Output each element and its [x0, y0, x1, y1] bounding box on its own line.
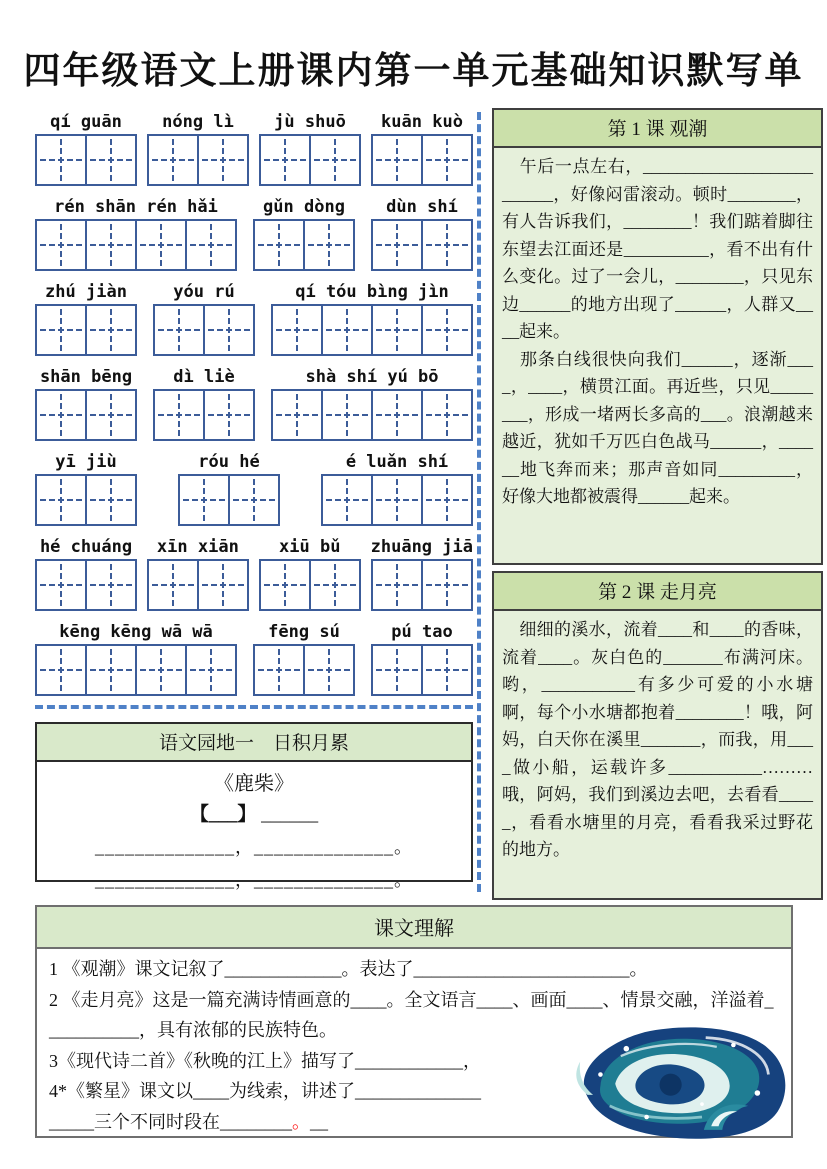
red-period-mark: 。 [292, 1111, 310, 1132]
writing-cell [303, 219, 355, 271]
pinyin-label: dùn shí [386, 197, 458, 217]
writing-cell [35, 559, 87, 611]
writing-cell [197, 134, 249, 186]
lesson1-paragraph-1: 午后一点左右，__________________________，好像闷雷滚动。顿时________，有人告诉我们，________！我们踮着脚往东望去江面还是__________，看不出有什么变化。过了一会儿，________，只见东边______的地方出现了______，人群又____起来。 [502, 157, 813, 341]
pinyin-row [35, 365, 473, 441]
poem-line-2: ______________，______________。 [95, 870, 413, 890]
comprehension-item-2: 2 《走月亮》这是一篇充满诗情画意的____。全文语言____、画面____、情景交融，洋溢着___________，具有浓郁的民族特色。 [49, 989, 774, 1040]
writing-cell [185, 644, 237, 696]
pinyin-label: qí tóu bìng jìn [295, 282, 449, 302]
writing-cell [85, 219, 137, 271]
writing-cell [321, 389, 373, 441]
pinyin-word-group [259, 110, 361, 186]
author-name-blank: ______ [261, 804, 319, 825]
pinyin-word-group [35, 110, 137, 186]
writing-grid [371, 219, 473, 271]
comprehension-item-1: 1 《观潮》课文记叙了_____________。表达了________________________。 [49, 959, 648, 979]
pinyin-label: xīn xiān [156, 537, 239, 557]
writing-cell [185, 219, 237, 271]
lesson2-paragraph-1: 细细的溪水，流着____和____的香味，流着____。灰白色的_______布满河床。哟，___________有多少可爱的小水塘啊，每个小水塘都抱着________！哦，阿妈，白天你在溪里_______，而我，用____做小船，运载许多___________………哦，阿妈，我们到溪边去吧，去看看_____，看看水塘里的月亮，看看我采过野花的地方。 [502, 620, 813, 859]
writing-grid [271, 304, 473, 356]
item4-line2-tail: __ [310, 1111, 328, 1132]
writing-grid [178, 474, 280, 526]
writing-grid [371, 644, 473, 696]
pinyin-row [35, 110, 473, 186]
writing-cell [309, 134, 361, 186]
writing-cell [309, 559, 361, 611]
writing-cell [421, 644, 473, 696]
pinyin-word-group [35, 280, 137, 356]
pinyin-section [35, 110, 473, 890]
pinyin-label: shān bēng [39, 367, 133, 387]
writing-cell [35, 644, 87, 696]
pinyin-label: kēng kēng wā wā [59, 622, 213, 642]
writing-cell [85, 474, 137, 526]
lesson1-paragraph-2: 那条白线很快向我们______，逐渐____，____，横贯江面。再近些，只见________，形成一堵两长多高的___。浪潮越来越近，犹如千万匹白色战马______，______地飞奔而来；那声音如同_________，好像大地都被震得______起来。 [502, 349, 813, 506]
writing-cell [259, 559, 311, 611]
horizontal-dashed-divider [35, 705, 473, 709]
writing-grid [35, 134, 137, 186]
writing-cell [85, 134, 137, 186]
writing-cell [153, 389, 205, 441]
pinyin-label: jù shuō [274, 112, 346, 132]
author-brackets-blank: 【___】 [189, 804, 257, 825]
writing-cell [35, 474, 87, 526]
writing-cell [421, 134, 473, 186]
writing-cell [253, 644, 305, 696]
writing-cell [321, 304, 373, 356]
writing-cell [421, 389, 473, 441]
writing-grid [371, 559, 473, 611]
writing-grid [371, 134, 473, 186]
writing-grid [259, 134, 361, 186]
writing-grid [35, 389, 137, 441]
pinyin-word-group [153, 365, 255, 441]
pinyin-label: zhuāng jiā [370, 537, 473, 557]
pinyin-label: shà shí yú bō [305, 367, 439, 387]
lesson2-box [492, 571, 823, 900]
pinyin-label: yī jiù [55, 452, 117, 472]
garden-body [37, 762, 471, 892]
pinyin-word-group [153, 280, 255, 356]
writing-cell [371, 474, 423, 526]
pinyin-label: dì liè [173, 367, 235, 387]
pinyin-grid-rows [35, 110, 473, 696]
writing-cell [35, 134, 87, 186]
writing-cell [421, 304, 473, 356]
writing-cell [371, 389, 423, 441]
pinyin-label: rén shān rén hǎi [54, 197, 218, 217]
writing-cell [85, 559, 137, 611]
poem-title: 《鹿柴》 [214, 773, 294, 795]
pinyin-label: nóng lì [162, 112, 234, 132]
writing-cell [421, 474, 473, 526]
writing-cell [421, 219, 473, 271]
writing-cell [85, 389, 137, 441]
lessons-section [492, 108, 823, 900]
lesson1-box [492, 108, 823, 565]
writing-grid [259, 559, 361, 611]
item4-line1: 4*《繁星》课文以____为线索，讲述了______________ [49, 1081, 481, 1101]
pinyin-word-group [371, 110, 473, 186]
writing-grid [153, 304, 255, 356]
writing-cell [85, 304, 137, 356]
garden-box [35, 722, 473, 890]
writing-cell [271, 389, 323, 441]
writing-cell [371, 559, 423, 611]
pinyin-label: gǔn dòng [263, 197, 345, 217]
pinyin-label: zhú jiàn [45, 282, 127, 302]
writing-cell [85, 644, 137, 696]
pinyin-word-group [35, 365, 137, 441]
writing-cell [228, 474, 280, 526]
writing-cell [271, 304, 323, 356]
writing-cell [203, 304, 255, 356]
lesson1-header: 第 1 课 观潮 [494, 110, 821, 148]
pinyin-word-group [35, 535, 137, 611]
writing-cell [421, 559, 473, 611]
pinyin-row [35, 620, 473, 696]
lesson2-header: 第 2 课 走月亮 [494, 573, 821, 611]
pinyin-word-group [253, 620, 355, 696]
vertical-dashed-divider [477, 112, 481, 892]
writing-cell [197, 559, 249, 611]
writing-cell [135, 219, 187, 271]
lesson2-body [494, 611, 821, 864]
item4-line2: _____三个不同时段在________ [49, 1111, 292, 1132]
pinyin-row [35, 535, 473, 611]
writing-cell [371, 134, 423, 186]
garden-header: 语文园地一 日积月累 [37, 724, 471, 762]
pinyin-word-group [147, 535, 249, 611]
writing-cell [303, 644, 355, 696]
writing-cell [178, 474, 230, 526]
lesson1-body [494, 148, 821, 511]
writing-cell [371, 219, 423, 271]
pinyin-word-group [178, 450, 280, 526]
pinyin-label: fēng sú [268, 622, 340, 642]
writing-grid [271, 389, 473, 441]
writing-grid [153, 389, 255, 441]
writing-cell [371, 644, 423, 696]
pinyin-word-group [259, 535, 361, 611]
pinyin-word-group [271, 365, 473, 441]
pinyin-label: róu hé [198, 452, 260, 472]
writing-grid [35, 474, 137, 526]
pinyin-word-group [371, 620, 473, 696]
writing-grid [147, 559, 249, 611]
writing-cell [203, 389, 255, 441]
pinyin-word-group [321, 450, 473, 526]
writing-cell [371, 304, 423, 356]
writing-grid [35, 644, 237, 696]
writing-grid [35, 304, 137, 356]
writing-cell [147, 559, 199, 611]
pinyin-word-group [35, 620, 237, 696]
pinyin-word-group [253, 195, 355, 271]
writing-cell [259, 134, 311, 186]
comprehension-header: 课文理解 [37, 907, 791, 949]
comprehension-item-3: 3《现代诗二首》《秋晚的江上》描写了____________， [49, 1050, 481, 1071]
pinyin-label: é luǎn shí [345, 452, 449, 472]
writing-grid [253, 644, 355, 696]
pinyin-row [35, 195, 473, 271]
pinyin-label: yóu rú [173, 282, 235, 302]
pinyin-word-group [371, 195, 473, 271]
pinyin-word-group [371, 535, 473, 611]
comprehension-body [37, 949, 791, 1141]
writing-cell [35, 389, 87, 441]
pinyin-row [35, 450, 473, 526]
pinyin-word-group [271, 280, 473, 356]
pinyin-word-group [147, 110, 249, 186]
poem-author-line [37, 799, 471, 826]
writing-cell [253, 219, 305, 271]
pinyin-label: xiū bǔ [279, 537, 341, 557]
poem-line-1: ______________，______________。 [95, 837, 413, 857]
writing-cell [153, 304, 205, 356]
writing-cell [147, 134, 199, 186]
pinyin-row [35, 280, 473, 356]
writing-grid [35, 559, 137, 611]
pinyin-label: kuān kuò [381, 112, 463, 132]
pinyin-word-group [35, 195, 237, 271]
pinyin-label: hé chuáng [39, 537, 133, 557]
writing-grid [147, 134, 249, 186]
writing-grid [321, 474, 473, 526]
writing-grid [253, 219, 355, 271]
comprehension-box [35, 905, 793, 1138]
writing-cell [35, 304, 87, 356]
wave-illustration-icon [567, 1021, 789, 1141]
pinyin-label: qí guān [50, 112, 122, 132]
writing-cell [35, 219, 87, 271]
writing-grid [35, 219, 237, 271]
page-title: 四年级语文上册课内第一单元基础知识默写单 [23, 51, 804, 92]
pinyin-label: pú tao [391, 622, 453, 642]
pinyin-word-group [35, 450, 137, 526]
writing-cell [135, 644, 187, 696]
writing-cell [321, 474, 373, 526]
